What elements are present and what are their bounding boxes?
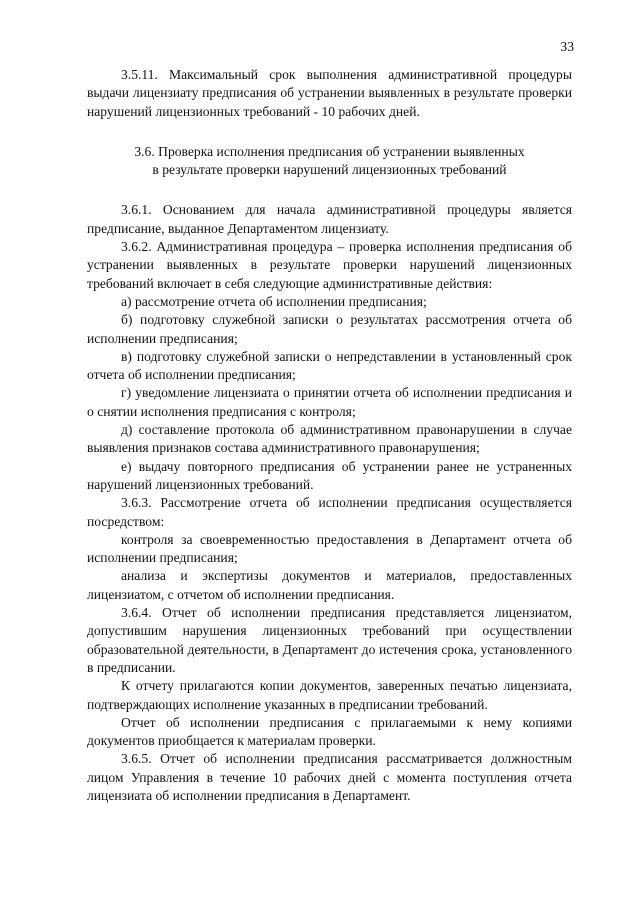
paragraph-3-6-2: 3.6.2. Административная процедура – проверка исполнения предписания об устранении выявленных в результате проверки нарушений лицензионных требований включает в себя следующие административные действия: xyxy=(87,239,572,291)
list-item-e: е) выдачу повторного предписания об устранении ранее не устраненных нарушений лицензионных требований. xyxy=(87,458,572,492)
paragraph-3-6-3: 3.6.3. Рассмотрение отчета об исполнении предписания осуществляется посредством: xyxy=(87,495,572,529)
paragraph-analysis: анализа и экспертизы документов и материалов, предоставленных лицензиатом, с отчетом об исполнении предписания. xyxy=(87,568,572,602)
list-item-d: д) составление протокола об административном правонарушении в случае выявления признаков состава административного правонарушения; xyxy=(87,422,572,456)
paragraph-3-5-11: 3.5.11. Максимальный срок выполнения административной процедуры выдачи лицензиату предписания об устранении выявленных в результате проверки нарушений лицензионных требований - 10 рабочих дней. xyxy=(87,67,572,119)
page-number: 33 xyxy=(560,39,574,54)
list-item-b: б) подготовку служебной записки о результатах рассмотрения отчета об исполнении предписания; xyxy=(87,312,572,346)
section-heading-line-2: в результате проверки нарушений лицензионных требований xyxy=(152,162,507,178)
document-body xyxy=(87,66,572,805)
paragraph-3-6-4: 3.6.4. Отчет об исполнении предписания представляется лицензиатом, допустившим нарушения лицензионных требований при осуществлении образовательной деятельности, в Департамент до истечения срока, установленного в предписании. xyxy=(87,605,572,675)
list-item-v: в) подготовку служебной записки о непредставлении в установленный срок отчета об исполнении предписания; xyxy=(87,348,572,383)
paragraph-3-6-1: 3.6.1. Основанием для начала административной процедуры является предписание, выданное Департаментом лицензиату. xyxy=(87,202,572,236)
paragraph-3-6-5: 3.6.5. Отчет об исполнении предписания рассматривается должностным лицом Управления в течение 10 рабочих дней с момента поступления отчета лицензиата об исполнении предписания в Департамент. xyxy=(87,751,572,803)
paragraph-attachments: К отчету прилагаются копии документов, заверенных печатью лицензиата, подтверждающих исполнение указанных в предписании требований. xyxy=(87,678,572,712)
section-heading-line-1: 3.6. Проверка исполнения предписания об устранении выявленных xyxy=(134,143,525,159)
paragraph-control: контроля за своевременностью предоставления в Департамент отчета об исполнении предписания; xyxy=(87,531,572,566)
paragraph-report-filed: Отчет об исполнении предписания с прилагаемыми к нему копиями документов приобщается к материалам проверки. xyxy=(87,714,572,749)
list-item-a: а) рассмотрение отчета об исполнении предписания; xyxy=(121,293,427,309)
section-heading-3-6 xyxy=(87,143,572,180)
list-item-g: г) уведомление лицензиата о принятии отчета об исполнении предписания и о снятии исполнения предписания с контроля; xyxy=(87,385,572,419)
